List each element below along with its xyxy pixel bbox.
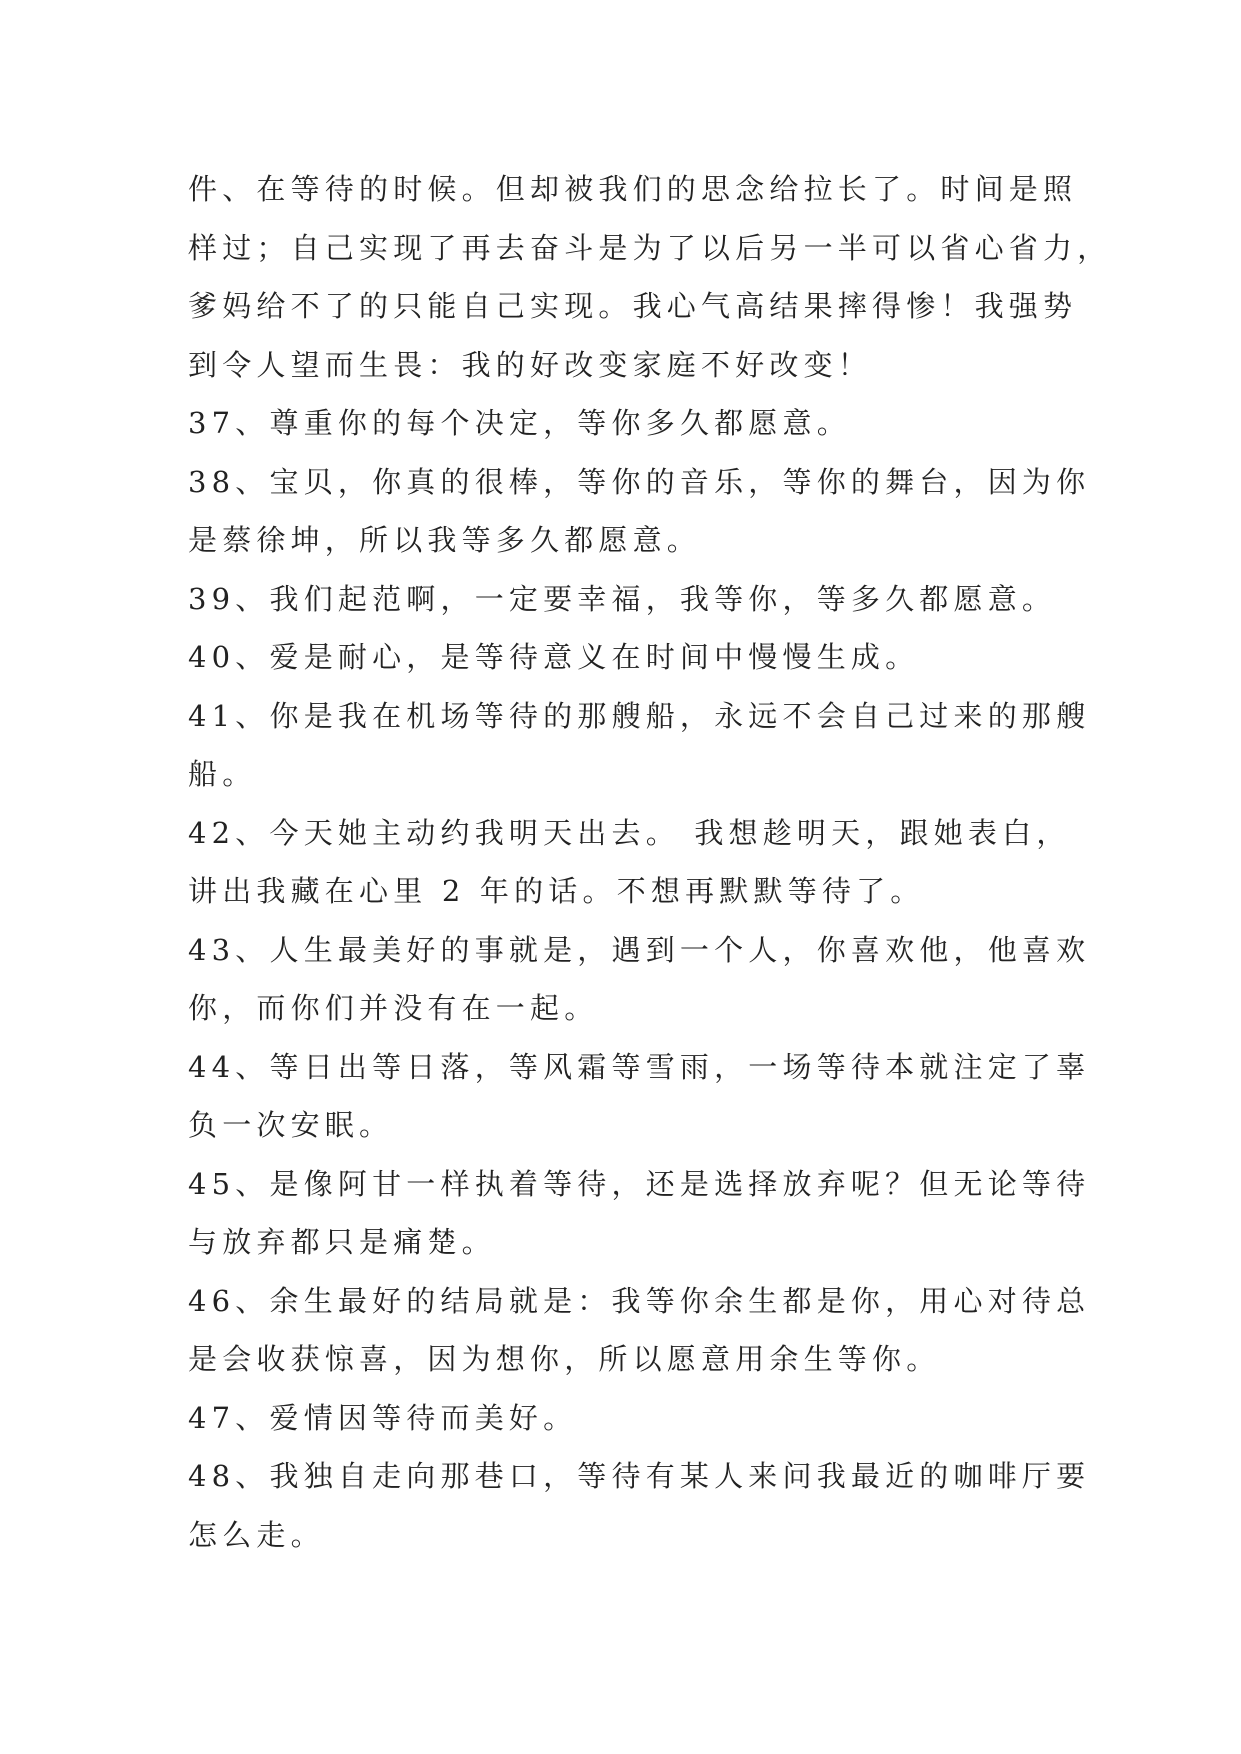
text-line: 40、爱是耐心，是等待意义在时间中慢慢生成。 [188,640,920,674]
text-line: 负一次安眠。 [188,1108,394,1142]
text-line: 39、我们起范啊，一定要幸福，我等你，等多久都愿意。 [188,581,1057,616]
text-line: 42、今天她主动约我明天出去。 我想趁明天，跟她表白， [188,815,1071,850]
text-line: 讲出我藏在心里 2 年的话。不想再默默等待了。 [188,874,925,908]
text-line: 你，而你们并没有在一起。 [188,991,599,1025]
text-line: 是蔡徐坤，所以我等多久都愿意。 [188,523,702,557]
text-line: 45、是像阿甘一样执着等待，还是选择放弃呢？但无论等待 [188,1166,1091,1201]
text-line: 47、爱情因等待而美好。 [188,1400,578,1435]
text-line: 件、在等待的时候。但却被我们的思念给拉长了。时间是照 [188,172,1078,206]
text-line: 44、等日出等日落，等风霜等雪雨，一场等待本就注定了辜 [188,1049,1091,1084]
document-body [188,160,1112,1564]
text-line: 46、余生最好的结局就是：我等你余生都是你，用心对待总 [188,1283,1091,1318]
text-line: 样过；自己实现了再去奋斗是为了以后另一半可以省心省力， [188,230,1112,265]
text-line: 是会收获惊喜，因为想你，所以愿意用余生等你。 [188,1342,941,1376]
text-line: 与放弃都只是痛楚。 [188,1225,496,1259]
text-line: 到令人望而生畏：我的好改变家庭不好改变！ [188,347,873,382]
text-line: 37、尊重你的每个决定，等你多久都愿意。 [188,406,851,440]
text-line: 爹妈给不了的只能自己实现。我心气高结果摔得惨！我强势 [188,289,1078,323]
text-line: 38、宝贝，你真的很棒，等你的音乐，等你的舞台，因为你 [188,464,1091,499]
text-line: 41、你是我在机场等待的那艘船，永远不会自己过来的那艘 [188,698,1091,733]
text-line: 船。 [188,757,257,791]
text-line: 怎么走。 [188,1517,325,1552]
text-line: 43、人生最美好的事就是，遇到一个人，你喜欢他，他喜欢 [188,932,1091,967]
text-line: 48、我独自走向那巷口，等待有某人来问我最近的咖啡厅要 [188,1459,1091,1493]
